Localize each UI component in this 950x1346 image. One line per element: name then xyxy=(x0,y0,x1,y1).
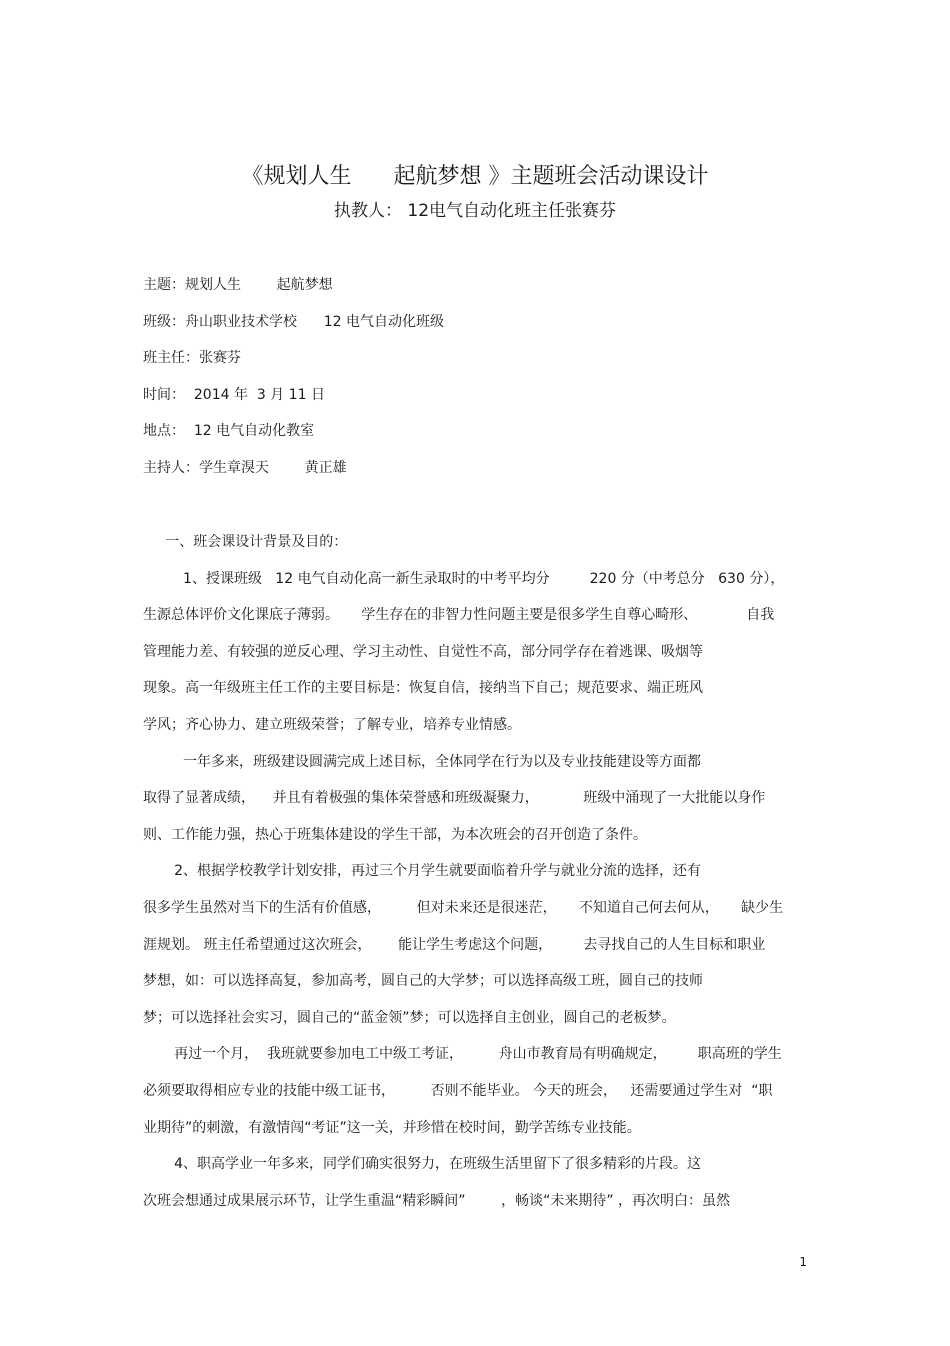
body-line: 次班会想通过成果展示环节，让学生重温“精彩瞬间” ，畅谈“未来期待” ，再次明白：虽然 xyxy=(143,1192,731,1209)
document-subtitle: 执教人： 12电气自动化班主任张赛芬 xyxy=(333,201,617,221)
page-number: 1 xyxy=(799,1255,807,1269)
body-line: 再过一个月， 我班就要参加电工中级工考证， 舟山市教育局有明确规定， 职高班的学生 xyxy=(143,1046,782,1063)
body-line: 现象。高一年级班主任工作的主要目标是：恢复自信，接纳当下自己；规范要求、端正班风 xyxy=(143,680,703,697)
body-line: 一年多来，班级建设圆满完成上述目标，全体同学在行为以及专业技能建设等方面都 xyxy=(143,753,702,770)
document-title: 《规划人生 起航梦想 》主题班会活动课设计 xyxy=(241,164,709,189)
body-line: 梦；可以选择社会实习，圆自己的“蓝金领”梦；可以选择自主创业，圆自己的老板梦。 xyxy=(143,1009,676,1026)
body-text xyxy=(143,531,807,1226)
body-line: 则、工作能力强，热心于班集体建设的学生干部，为本次班会的召开创造了条件。 xyxy=(143,826,647,843)
info-block xyxy=(143,274,823,494)
section-heading: 一、班会课设计背景及目的： xyxy=(143,534,348,550)
body-line: 取得了显著成绩， 并且有着极强的集体荣誉感和班级凝聚力， 班级中涌现了一大批能以身作 xyxy=(143,790,766,807)
body-line: 2、根据学校教学计划安排，再过三个月学生就要面临着升学与就业分流的选择，还有 xyxy=(143,863,702,880)
body-line: 涯规划。 班主任希望通过这次班会， 能让学生考虑这个问题， 去寻找自己的人生目标和职业 xyxy=(143,936,766,953)
info-location: 地点： 12 电气自动化教室 xyxy=(143,423,315,440)
info-class: 班级：舟山职业技术学校 12 电气自动化班级 xyxy=(143,313,444,330)
body-line: 必须要取得相应专业的技能中级工证书， 否则不能毕业。 今天的班会， 还需要通过学生对 “职 xyxy=(143,1082,773,1099)
body-line: 很多学生虽然对当下的生活有价值感， 但对未来还是很迷茫， 不知道自己何去何从， 缺少生 xyxy=(143,899,784,916)
body-line: 1、授课班级 12 电气自动化高一新生录取时的中考平均分 220 分（中考总分 630 分）， xyxy=(143,570,785,587)
info-theme: 主题：规划人生 起航梦想 xyxy=(143,277,333,293)
body-line: 梦想，如：可以选择高复，参加高考，圆自己的大学梦；可以选择高级工班，圆自己的技师 xyxy=(143,973,703,990)
body-line: 业期待”的刺激，有激情闯“考证”这一关，并珍惜在校时间，勤学苦练专业技能。 xyxy=(143,1119,641,1136)
body-line: 生源总体评价文化课底子薄弱。 学生存在的非智力性问题主要是很多学生自尊心畸形、 自我 xyxy=(143,607,775,624)
info-teacher: 班主任：张赛芬 xyxy=(143,350,241,367)
body-line: 学风；齐心协力、建立班级荣誉；了解专业，培养专业情感。 xyxy=(143,716,521,733)
body-line: 管理能力差、有较强的逆反心理、学习主动性、自觉性不高，部分同学存在着逃课、吸烟等 xyxy=(143,643,703,660)
body-line: 4、职高学业一年多来，同学们确实很努力，在班级生活里留下了很多精彩的片段。这 xyxy=(143,1156,702,1173)
info-time: 时间： 2014 年 3 月 11 日 xyxy=(143,386,325,403)
info-host: 主持人：学生章湨天 黄正雄 xyxy=(143,459,347,476)
